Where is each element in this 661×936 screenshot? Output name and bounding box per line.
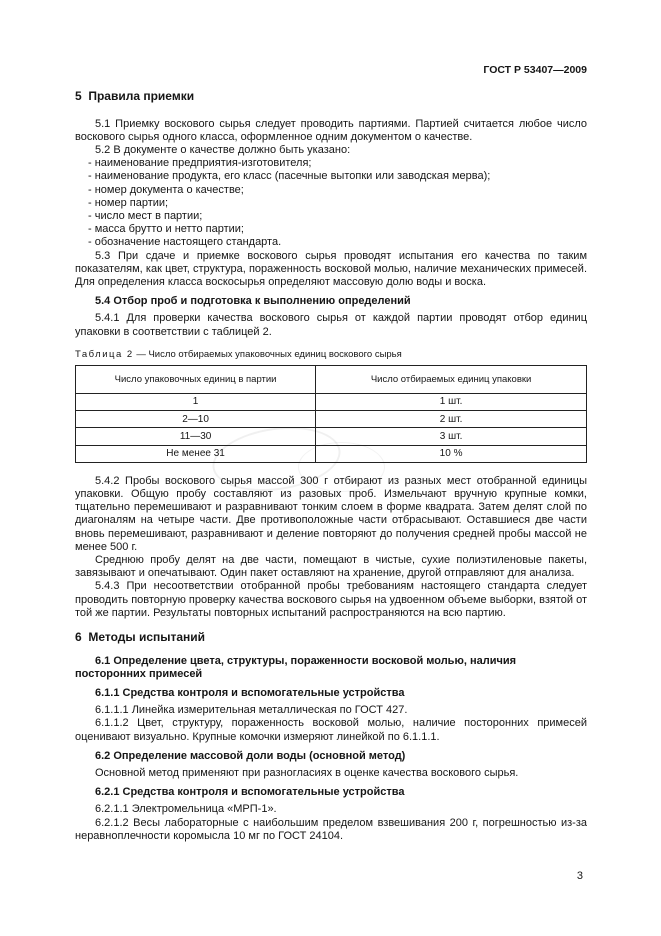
list-item: - номер документа о качестве; bbox=[88, 183, 244, 196]
paragraph-5-4-2: 5.4.2 Пробы воскового сырья массой 300 г отбирают из разных мест отобранной единицы упаковки. Общую пробу составляют из разовых проб. Измельчают вручную крупные комки, тщательно перемешивают и разравнивают тонким слоем в форме квадрата. Затем делят слой по диагоналям на четыре части. Две противоположные части отбрасывают. Оставшиеся две части вновь перемешивают, разравнивают и деление повторяют до получения средней пробы массой не менее 500 г. bbox=[75, 474, 587, 553]
table-header-units-in-lot: Число упаковочных единиц в партии bbox=[76, 365, 316, 393]
page-number: 3 bbox=[576, 870, 583, 882]
table-cell: 2 шт. bbox=[316, 411, 587, 428]
paragraph-6-1-1-2: 6.1.1.2 Цвет, структуру, пораженность восковой молью, наличие посторонних примесей оценивают визуально. Крупные комочки измеряют линейкой по 6.1.1.1. bbox=[75, 717, 587, 743]
subsection-5-4-heading: 5.4 Отбор проб и подготовка к выполнению определений bbox=[95, 295, 411, 308]
subsection-6-2-heading: 6.2 Определение массовой доли воды (основной метод) bbox=[95, 749, 406, 762]
table-cell: 1 шт. bbox=[316, 393, 587, 410]
table-row bbox=[76, 428, 587, 445]
table-row bbox=[76, 411, 587, 428]
paragraph-5-1: 5.1 Приемку воскового сырья следует проводить партиями. Партией считается любое число воскового сырья одного класса, оформленное одним документом о качестве. bbox=[75, 117, 587, 143]
list-item: - наименование продукта, его класс (пасечные вытопки или заводская мерва); bbox=[88, 170, 491, 183]
paragraph-5-2-intro: 5.2 В документе о качестве должно быть указано: bbox=[95, 143, 351, 156]
table-row bbox=[76, 393, 587, 410]
section-5-heading: 5 Правила приемки bbox=[75, 89, 195, 103]
paragraph-6-1-1-1: 6.1.1.1 Линейка измерительная металлическая по ГОСТ 427. bbox=[95, 704, 408, 717]
paragraph-6-2-1-2: 6.2.1.2 Весы лабораторные с наибольшим пределом взвешивания 200 г, погрешностью из-за неравноплечности коромысла 10 мг по ГОСТ 24104. bbox=[75, 816, 587, 842]
table-header-row bbox=[76, 365, 587, 393]
list-item: - номер партии; bbox=[88, 196, 169, 209]
paragraph-5-4-1: 5.4.1 Для проверки качества воскового сырья от каждой партии проводят отбор единиц упаковки в соответствии с таблицей 2. bbox=[75, 312, 587, 338]
table-cell: 3 шт. bbox=[316, 428, 587, 445]
table-caption bbox=[75, 349, 587, 361]
paragraph-6-2-1-1: 6.2.1.1 Электромельница «МРП-1». bbox=[95, 803, 277, 816]
subsection-6-1-heading: 6.1 Определение цвета, структуры, пораженности восковой молью, наличия посторонних примесей bbox=[75, 654, 517, 680]
list-item: - масса брутто и нетто партии; bbox=[88, 223, 244, 236]
list-item: - число мест в партии; bbox=[88, 209, 203, 222]
paragraph-5-4-3: 5.4.3 При несоответствии отобранной пробы требованиям настоящего стандарта следует проводить повторную проверку качества воскового сырья на удвоенном объеме выборки, взятой от той же партии. Результаты повторных испытаний распространяются на всю партию. bbox=[75, 580, 587, 619]
quality-document-requirements-list bbox=[75, 157, 587, 249]
table-row bbox=[76, 445, 587, 462]
list-item: - наименование предприятия-изготовителя; bbox=[88, 157, 312, 170]
document-content bbox=[75, 90, 587, 843]
table-header-units-sampled: Число отбираемых единиц упаковки bbox=[316, 365, 587, 393]
table-cell: 11—30 bbox=[76, 428, 316, 445]
table-cell: Не менее 31 bbox=[76, 445, 316, 462]
doc-number: ГОСТ Р 53407—2009 bbox=[483, 64, 587, 76]
table-2-packing-units bbox=[75, 365, 587, 463]
table-caption-title: — Число отбираемых упаковочных единиц воскового сырья bbox=[136, 348, 402, 360]
paragraph-5-3: 5.3 При сдаче и приемке воскового сырья проводят испытания его качества по таким показателям, как цвет, структура, пораженность восковой молью, наличие механических примесей. Для определения класса воскосырья определяют массовую долю воды и воска. bbox=[75, 249, 587, 288]
paragraph-6-2-intro: Основной метод применяют при разногласиях в оценке качества воскового сырья. bbox=[95, 766, 519, 779]
paragraph-5-4-2b: Среднюю пробу делят на две части, помещают в чистые, сухие полиэтиленовые пакеты, завязывают и опечатывают. Один пакет оставляют на хранение, другой отправляют для анализа. bbox=[75, 553, 587, 580]
subsection-6-2-1-heading: 6.2.1 Средства контроля и вспомогательные устройства bbox=[95, 786, 405, 799]
subsection-6-1-1-heading: 6.1.1 Средства контроля и вспомогательные устройства bbox=[95, 686, 405, 699]
table-cell: 1 bbox=[76, 393, 316, 410]
table-caption-label: Таблица 2 bbox=[75, 348, 134, 360]
list-item: - обозначение настоящего стандарта. bbox=[88, 236, 282, 249]
table-cell: 2—10 bbox=[76, 411, 316, 428]
table-cell: 10 % bbox=[316, 445, 587, 462]
section-6-heading: 6 Методы испытаний bbox=[75, 630, 206, 644]
